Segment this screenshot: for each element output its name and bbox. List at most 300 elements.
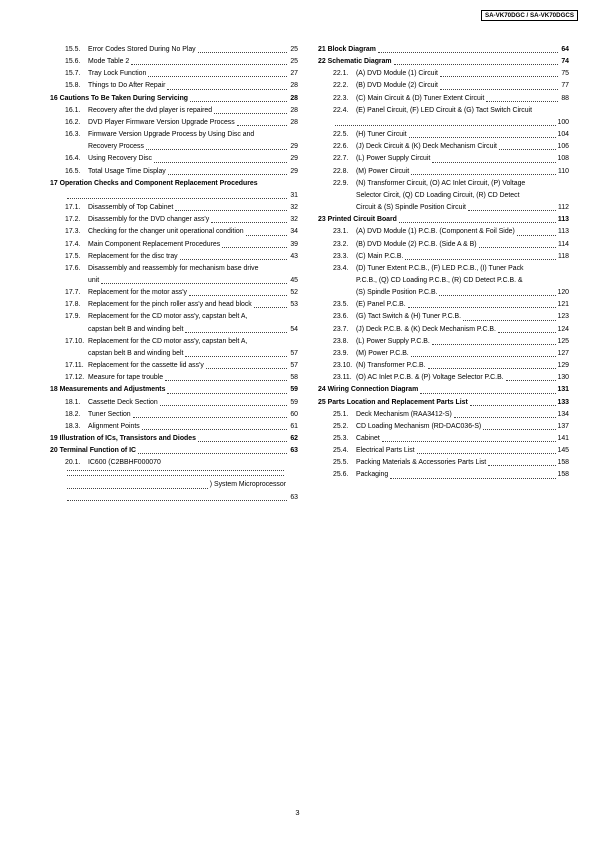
toc-entry[interactable] [318,93,569,105]
toc-entry[interactable] [50,397,298,409]
toc-entry[interactable] [318,275,569,287]
toc-entry-number: 22.1. [333,70,349,78]
toc-entry-page: 64 [561,46,569,53]
toc-entry-page: 113 [558,228,569,236]
toc-entry-page: 52 [290,289,298,297]
toc-entry[interactable] [50,360,298,372]
toc-entry-title: (B) DVD Module (2) Circuit [356,82,438,90]
toc-entry[interactable] [50,105,298,117]
toc-entry[interactable] [318,214,569,226]
toc-entry[interactable] [50,287,298,299]
toc-entry[interactable] [50,239,298,251]
toc-entry[interactable] [318,166,569,178]
toc-entry[interactable] [318,141,569,153]
toc-entry-number: 22.4. [333,106,349,114]
toc-entry-number: 17.12. [65,374,85,382]
toc-entry-title: Alignment Points [88,422,140,430]
dot-leader [165,379,287,381]
toc-entry-title: (B) DVD Module (2) P.C.B. (Side A & B) [356,240,477,248]
dot-leader [409,136,556,138]
toc-entry-number: 23.9. [333,349,349,357]
toc-entry-page: 108 [557,155,569,163]
toc-entry[interactable] [50,93,298,105]
toc-entry[interactable] [318,56,569,68]
dot-leader [432,161,555,163]
dot-leader [168,173,287,175]
toc-entry-title: Replacement for the cassette lid ass'y [88,362,204,370]
toc-entry-number: 15.7. [65,70,81,78]
toc-entry-title: Main Component Replacement Procedures [88,240,221,248]
toc-entry[interactable] [318,117,569,129]
toc-entry-number: 15.5. [65,46,81,53]
toc-entry-number: 16.1. [65,106,81,114]
toc-entry-number: 18.3. [65,422,81,430]
toc-entry[interactable] [318,324,569,336]
toc-entry[interactable] [50,178,298,190]
toc-entry-title: Cassette Deck Section [88,398,158,406]
toc-entry-title: Circuit & (S) Spindle Position Circuit [356,204,466,212]
toc-entry-page: 77 [561,82,569,90]
dot-leader [335,124,556,126]
toc-entry-title: Recovery after the dvd player is repaired [88,106,213,114]
toc-entry[interactable] [318,44,569,56]
toc-entry-title: (M) Power P.C.B. [356,349,409,357]
toc-entry-page: 59 [290,398,298,406]
dot-leader [486,100,558,102]
dot-leader [167,88,287,90]
toc-entry[interactable] [50,263,298,275]
page-number: 3 [295,808,300,817]
toc-entry-number: 15.6. [65,58,81,66]
dot-leader [468,209,556,211]
toc-entry-number: 22.9. [333,179,349,187]
toc-entry-page: 62 [290,435,298,442]
toc-entry-number: 25.3. [333,435,349,442]
toc-entry-page: 118 [558,252,569,260]
toc-entry[interactable] [50,409,298,421]
toc-entry-number: 23.1. [333,228,349,236]
toc-entry-title: Wiring Connection Diagram [327,386,419,394]
toc-entry-number: 22.2. [333,82,349,90]
toc-entry-title: Replacement for the CD motor ass'y, capstan belt A, [88,313,248,321]
dot-leader [463,319,555,321]
toc-entry[interactable] [50,372,298,384]
dot-leader [499,148,556,150]
toc-entry-page: 121 [557,301,569,309]
toc-entry-title: IC600 (C2BBHF000070 [88,459,161,467]
dot-leader [405,258,556,260]
toc-entry-title: (D) Tuner Extent P.C.B., (F) LED P.C.B., (I) Tuner Pack [356,264,524,272]
dot-leader [167,392,287,394]
toc-entry-title: (L) Power Supply P.C.B. [356,337,430,345]
toc-entry-title: Replacement for the motor ass'y [88,289,187,297]
toc-entry-page: 28 [290,118,298,126]
dot-leader [488,464,555,466]
toc-entry-title: Cautions To Be Taken During Servicing [59,94,188,102]
toc-entry[interactable] [50,68,298,80]
model-header: SA-VK70DGC / SA-VK70DGCS [481,10,578,21]
toc-entry-title: Replacement for the CD motor ass'y, capstan belt A, [88,337,248,345]
toc-entry[interactable] [318,202,569,214]
toc-entry[interactable] [318,129,569,141]
toc-entry-title: (E) Panel P.C.B. [356,301,406,309]
toc-entry-title: (C) Main P.C.B. [356,252,404,260]
toc-entry-page: 88 [561,94,569,102]
toc-entry[interactable] [50,492,298,504]
toc-entry-number: 25.5. [333,459,349,467]
toc-entry[interactable] [50,166,298,178]
toc-entry-title: Printed Circuit Board [327,216,397,224]
dot-leader [146,148,287,150]
toc-entry[interactable] [318,263,569,275]
toc-entry-number: 17.3. [65,228,81,236]
toc-entry-page: 54 [290,325,298,333]
toc-entry[interactable] [50,129,298,141]
toc-entry-number: 25 [318,398,326,406]
toc-entry[interactable] [50,226,298,238]
toc-entry[interactable] [318,360,569,372]
toc-entry-number: 16.5. [65,167,81,175]
toc-entry-number: 18 [50,386,58,394]
dot-leader [408,306,556,308]
toc-entry-page: 130 [557,374,569,382]
toc-entry-number: 23.5. [333,301,349,309]
toc-entry-title: (E) Panel Circuit, (F) LED Circuit & (G) Tact Switch Circuit [356,106,532,114]
toc-entry-number: 18.1. [65,398,81,406]
toc-entry-page: 43 [290,252,298,260]
dot-leader [67,474,284,476]
toc-entry-page: 104 [557,131,569,139]
dot-leader [211,221,287,223]
toc-entry[interactable] [318,80,569,92]
toc-entry[interactable] [50,457,298,469]
toc-entry-number: 21 [318,46,326,53]
toc-entry[interactable] [318,469,569,481]
dot-leader [237,124,287,126]
dot-leader [399,221,556,223]
toc-entry-title: Recovery Process [88,143,144,151]
toc-entry-title: (J) Deck Circuit & (K) Deck Mechanism Circuit [356,143,497,151]
toc-entry-number: 16.3. [65,131,81,139]
toc-entry-number: 17 [50,179,58,187]
toc-entry-title: Measurements and Adjustments [59,386,166,394]
toc-entry-title: Operation Checks and Component Replacement Procedures [59,179,258,187]
toc-entry-page: 58 [290,374,298,382]
toc-entry[interactable] [50,275,298,287]
toc-entry-page: 25 [290,58,298,66]
dot-leader [133,416,287,418]
dot-leader [428,367,556,369]
toc-entry-number: 17.8. [65,301,81,309]
dot-leader [479,246,557,248]
toc-entry-title: Packaging [356,471,389,479]
toc-entry-title: Electrical Parts List [356,447,415,455]
toc-entry-title: ) System Microprocessor [209,481,286,489]
dot-leader [198,440,287,442]
dot-leader [67,197,287,199]
toc-entry-page: 45 [290,276,298,284]
dot-leader [439,294,555,296]
toc-entry-title: Selector Circit, (Q) CD Loading Circuit, (R) CD Detect [356,191,520,199]
dot-leader [214,112,287,114]
toc-entry-number: 17.5. [65,252,81,260]
toc-entry[interactable] [318,397,569,409]
toc-entry-number: 16.2. [65,118,81,126]
toc-entry[interactable] [318,433,569,445]
toc-entry-title: (G) Tact Switch & (H) Tuner P.C.B. [356,313,462,321]
toc-entry[interactable] [50,433,298,445]
dot-leader [198,51,287,53]
toc-entry-number: 22.8. [333,167,349,175]
toc-entry-page: 29 [290,143,298,151]
toc-entry[interactable] [50,445,298,457]
toc-entry-number: 23.2. [333,240,349,248]
toc-entry[interactable] [318,372,569,384]
toc-entry-page: 61 [290,422,298,430]
toc-entry-title: Packing Materials & Accessories Parts List [356,459,487,467]
toc-entry[interactable] [318,445,569,457]
dot-leader [420,392,555,394]
toc-entry[interactable] [318,287,569,299]
dot-leader [180,258,287,260]
dot-leader [148,75,287,77]
toc-entry[interactable] [50,348,298,360]
dot-leader [246,234,287,236]
toc-entry[interactable] [50,479,298,491]
toc-entry-number: 17.1. [65,204,81,212]
toc-entry-title: DVD Player Firmware Version Upgrade Process [88,118,235,126]
toc-entry-number: 22.5. [333,131,349,139]
dot-leader [411,355,556,357]
dot-leader [382,440,556,442]
toc-entry-number: 24 [318,386,326,394]
toc-entry-title: Replacement for the disc tray [88,252,178,260]
toc-entry-page: 123 [557,313,569,321]
toc-entry-title: Disassembly and reassembly for mechanism base drive [88,264,259,272]
toc-entry-title: Tuner Section [88,410,131,418]
toc-entry-page: 141 [557,435,569,442]
dot-leader [417,452,556,454]
toc-entry-title: Using Recovery Disc [88,155,152,163]
toc-entry-title: Tray Lock Function [88,70,147,78]
toc-entry-number: 17.11. [65,362,84,370]
toc-entry-title: capstan belt B and winding belt [88,325,184,333]
toc-entry-page: 75 [561,70,569,78]
toc-entry-title: (J) Deck P.C.B. & (K) Deck Mechanism P.C.B. [356,325,496,333]
toc-entry-title: (C) Main Circuit & (D) Tuner Extent Circuit [356,94,485,102]
toc-entry-number: 19 [50,435,58,442]
toc-entry[interactable] [50,384,298,396]
toc-entry[interactable] [50,141,298,153]
toc-entry-page: 113 [557,216,569,224]
toc-entry-number: 17.4. [65,240,81,248]
toc-entry-page: 63 [290,447,298,455]
toc-entry-page: 114 [558,240,569,248]
dot-leader [390,477,555,479]
toc-entry-title: Measure for tape trouble [88,374,164,382]
toc-entry[interactable] [318,239,569,251]
toc-entry-number: 17.2. [65,216,81,224]
toc-entry-number: 20 [50,447,58,455]
toc-entry-page: 145 [557,447,569,455]
toc-entry[interactable] [318,299,569,311]
toc-entry-number: 18.2. [65,410,81,418]
toc-entry-page: 29 [290,155,298,163]
toc-entry[interactable] [50,251,298,263]
toc-entry-title: (H) Tuner Circuit [356,131,407,139]
toc-entry-page: 134 [557,410,569,418]
toc-entry[interactable] [50,153,298,165]
toc-entry[interactable] [318,457,569,469]
dot-leader [142,428,287,430]
toc-entry[interactable] [318,251,569,263]
toc-entry-number: 16.4. [65,155,81,163]
toc-entry-number: 17.7. [65,289,81,297]
toc-entry-title: Disassembly for the DVD changer ass'y [88,216,210,224]
toc-entry-title: P.C.B., (Q) CD Loading P.C.B., (R) CD Detect P.C.B. & [356,276,523,284]
dot-leader [154,161,287,163]
toc-entry-number: 16 [50,94,58,102]
dot-leader [67,487,208,489]
toc-entry-page: 32 [290,204,298,212]
toc-entry-number: 25.6. [333,471,349,479]
toc-entry-page: 34 [290,228,298,236]
toc-entry-title: CD Loading Mechanism (RD-DAC036-S) [356,422,482,430]
toc-entry-title: (O) AC Inlet P.C.B. & (P) Voltage Selector P.C.B. [356,374,504,382]
toc-entry-title: Error Codes Stored During No Play [88,46,196,53]
toc-entry[interactable] [50,44,298,56]
dot-leader [470,404,556,406]
toc-entry-title: Mode Table 2 [88,58,130,66]
toc-entry[interactable] [50,311,298,323]
dot-leader [101,282,287,284]
dot-leader [506,379,556,381]
toc-entry-number: 15.8. [65,82,81,90]
toc-entry[interactable] [318,190,569,202]
toc-entry-title: (N) Transformer P.C.B. [356,362,426,370]
toc-entry-title: (A) DVD Module (1) Circuit [356,70,438,78]
toc-entry-page: 110 [558,167,569,175]
toc-entry[interactable] [50,56,298,68]
toc-entry-title: Disassembly of Top Cabinet [88,204,174,212]
toc-entry-page: 53 [290,301,298,309]
toc-entry-title: Schematic Diagram [327,58,392,66]
toc-right-column [318,44,569,482]
toc-entry-page: 112 [558,204,569,212]
toc-entry[interactable] [50,202,298,214]
toc-entry-page: 59 [290,386,298,394]
toc-entry-title: Parts Location and Replacement Parts List [327,398,468,406]
toc-entry-page: 29 [290,167,298,175]
toc-entry-page: 57 [290,362,298,370]
dot-leader [517,234,556,236]
toc-entry-title: Terminal Function of IC [59,447,137,455]
toc-entry-page: 28 [290,94,298,102]
toc-entry-title: (A) DVD Module (1) P.C.B. (Component & Foil Side) [356,228,515,236]
toc-entry-page: 28 [290,106,298,114]
toc-entry-page: 106 [557,143,569,151]
toc-entry-title: Illustration of ICs, Transistors and Diodes [59,435,196,442]
toc-entry[interactable] [318,336,569,348]
dot-leader [483,428,555,430]
toc-entry-page: 63 [290,493,298,501]
dot-leader [498,331,556,333]
dot-leader [254,306,287,308]
dot-leader [432,343,556,345]
toc-entry-number: 23.3. [333,252,349,260]
toc-entry[interactable] [318,348,569,360]
toc-entry[interactable] [318,68,569,80]
toc-entry-title: Deck Mechanism (RAA3412-S) [356,410,452,418]
toc-entry-page: 120 [557,289,569,297]
toc-entry-page: 60 [290,410,298,418]
toc-entry[interactable] [50,214,298,226]
dot-leader [222,246,287,248]
toc-entry-page: 133 [557,398,569,406]
toc-entry-page: 127 [557,349,569,357]
toc-entry[interactable] [50,336,298,348]
toc-entry-title: Things to Do After Repair [88,82,166,90]
dot-leader [440,88,558,90]
dot-leader [394,63,558,65]
toc-entry[interactable] [318,384,569,396]
toc-entry-page: 27 [290,70,298,78]
toc-entry-number: 23.11. [333,374,352,382]
toc-entry[interactable] [318,178,569,190]
toc-entry[interactable] [318,409,569,421]
dot-leader [411,173,556,175]
toc-entry[interactable] [318,311,569,323]
toc-entry-title: Total Usage Time Display [88,167,166,175]
toc-entry-page: 158 [557,471,569,479]
toc-entry[interactable] [318,226,569,238]
toc-entry[interactable] [50,324,298,336]
dot-leader [67,469,284,471]
toc-entry[interactable] [318,153,569,165]
toc-entry-page: 125 [557,337,569,345]
toc-entry-number: 23.4. [333,264,349,272]
toc-entry-title: Checking for the changer unit operational condition [88,228,244,236]
toc-entry-page: 74 [561,58,569,66]
toc-entry[interactable] [50,299,298,311]
toc-entry[interactable] [318,421,569,433]
toc-entry[interactable] [50,117,298,129]
toc-entry[interactable] [50,421,298,433]
toc-entry[interactable] [50,190,298,202]
toc-entry-number: 20.1. [65,459,81,467]
toc-entry[interactable] [318,105,569,117]
toc-entry-number: 23 [318,216,326,224]
toc-entry-page: 57 [290,349,298,357]
dot-leader [138,452,287,454]
toc-entry-number: 25.4. [333,447,349,455]
dot-leader [185,355,287,357]
toc-entry-title: (N) Transformer Circuit, (O) AC Inlet Circuit, (P) Voltage [356,179,526,187]
toc-entry-page: 137 [557,422,569,430]
toc-entry-title: Cabinet [356,435,380,442]
dot-leader [440,75,558,77]
toc-entry-page: 158 [557,459,569,467]
toc-left-column [50,44,298,504]
dot-leader [185,331,287,333]
dot-leader [190,100,287,102]
toc-entry-title: (M) Power Circuit [356,167,410,175]
toc-entry-page: 100 [557,118,569,126]
toc-entry-page: 39 [290,240,298,248]
toc-entry-number: 17.10. [65,337,85,345]
toc-entry-page: 129 [557,362,569,370]
toc-entry[interactable] [50,80,298,92]
